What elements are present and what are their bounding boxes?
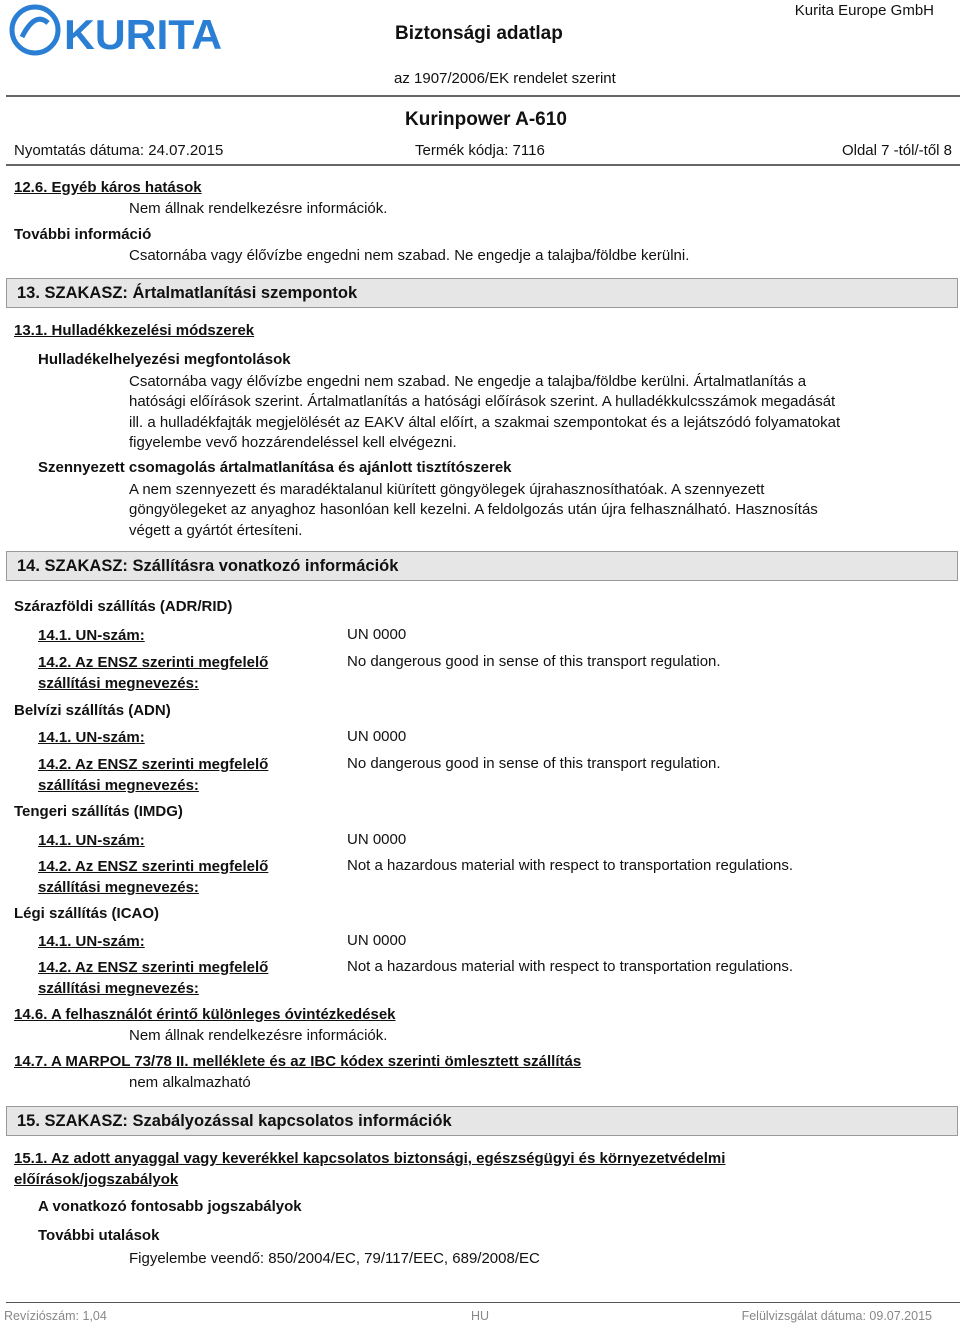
language-code: HU (471, 1309, 490, 1323)
s15-1-heading: 15.1. Az adott anyaggal vagy keverékkel kapcsolatos biztonsági, egészségügyi és környezetvédelmi (14, 1150, 726, 1167)
print-date: Nyomtatás dátuma: 24.07.2015 (14, 142, 224, 159)
further-info-heading: További információ (14, 226, 152, 243)
product-name: Kurinpower A-610 (405, 109, 567, 130)
s15-1-heading-2: előírások/jogszabályok (14, 1171, 179, 1188)
review-date: Felülvizsgálat dátuma: 09.07.2015 (741, 1309, 932, 1323)
un-number-value: UN 0000 (347, 728, 407, 745)
shipping-name-label: 14.2. Az ENSZ szerinti megfelelő (38, 858, 269, 875)
transport-mode-title: Szárazföldi szállítás (ADR/RID) (14, 598, 233, 615)
product-code: Termék kódja: 7116 (415, 142, 545, 159)
s13-1-heading: 13.1. Hulladékkezelési módszerek (14, 322, 255, 339)
transport-mode-title: Belvízi szállítás (ADN) (14, 702, 171, 719)
shipping-name-label: 14.2. Az ENSZ szerinti megfelelő (38, 959, 269, 976)
un-number-label: 14.1. UN-szám: (38, 832, 145, 849)
s14-7-heading: 14.7. A MARPOL 73/78 II. melléklete és az IBC kódex szerinti ömlesztett szállítás (14, 1053, 582, 1070)
section-13-band (6, 278, 958, 308)
packaging-text: A nem szennyezett és maradéktalanul kiürített göngyölegek újrahasznosíthatóak. A szennyezett göngyölegeket az anyaghoz hasonlóan kell kezelni. A feldolgozás után újra felhasználható. Hasznosítás végett a gyártót értesíteni. (129, 481, 818, 539)
un-number-label: 14.1. UN-szám: (38, 729, 145, 746)
s14-6-text: Nem állnak rendelkezésre információk. (129, 1027, 388, 1044)
section-14-title: 14. SZAKASZ: Szállításra vonatkozó információk (17, 557, 399, 575)
shipping-name-value: Not a hazardous material with respect to transportation regulations. (347, 857, 794, 874)
shipping-name-label: 14.2. Az ENSZ szerinti megfelelő (38, 654, 269, 671)
un-number-label: 14.1. UN-szám: (38, 627, 145, 644)
further-notes-text: Figyelembe veendő: 850/2004/EC, 79/117/EEC, 689/2008/EC (129, 1250, 540, 1267)
company-name: Kurita Europe GmbH (794, 2, 934, 19)
shipping-name-value: No dangerous good in sense of this transport regulation. (347, 755, 721, 772)
section-15-title: 15. SZAKASZ: Szabályozással kapcsolatos információk (17, 1112, 452, 1130)
relevant-laws-heading: A vonatkozó fontosabb jogszabályok (38, 1198, 302, 1215)
disposal-heading: Hulladékelhelyezési megfontolások (38, 351, 291, 368)
transport-mode-title: Légi szállítás (ICAO) (14, 905, 160, 922)
regulation-subtitle: az 1907/2006/EK rendelet szerint (394, 70, 616, 87)
packaging-heading: Szennyezett csomagolás ártalmatlanítása és ajánlott tisztítószerek (38, 459, 512, 476)
s12-6-heading: 12.6. Egyéb káros hatások (14, 179, 202, 196)
document-title: Biztonsági adatlap (395, 23, 563, 44)
further-notes-heading: További utalások (38, 1227, 160, 1244)
kurita-logo (8, 3, 226, 57)
s14-7-text: nem alkalmazható (129, 1074, 251, 1091)
un-number-value: UN 0000 (347, 626, 407, 643)
header-bottom-divider (6, 164, 960, 166)
section-14-band (6, 551, 958, 581)
logo-text: KURITA (64, 11, 223, 57)
section-13-title: 13. SZAKASZ: Ártalmatlanítási szempontok (17, 284, 358, 302)
page-number: Oldal 7 -tól/-től 8 (841, 142, 952, 159)
s14-6-heading: 14.6. A felhasználót érintő különleges óvintézkedések (14, 1006, 396, 1023)
shipping-name-label-2: szállítási megnevezés: (38, 675, 199, 692)
shipping-name-label-2: szállítási megnevezés: (38, 777, 199, 794)
shipping-name-value: Not a hazardous material with respect to transportation regulations. (347, 958, 794, 975)
header-divider (6, 95, 960, 97)
transport-mode-title: Tengeri szállítás (IMDG) (14, 803, 183, 820)
s12-6-text: Nem állnak rendelkezésre információk. (129, 200, 388, 217)
shipping-name-label-2: szállítási megnevezés: (38, 980, 199, 997)
shipping-name-value: No dangerous good in sense of this transport regulation. (347, 653, 721, 670)
footer-divider (6, 1302, 960, 1303)
further-info-text: Csatornába vagy élővízbe engedni nem szabad. Ne engedje a talajba/földbe kerülni. (129, 247, 690, 264)
un-number-value: UN 0000 (347, 932, 407, 949)
shipping-name-label: 14.2. Az ENSZ szerinti megfelelő (38, 756, 269, 773)
un-number-label: 14.1. UN-szám: (38, 933, 145, 950)
shipping-name-label-2: szállítási megnevezés: (38, 879, 199, 896)
un-number-value: UN 0000 (347, 831, 407, 848)
section-15-band (6, 1106, 958, 1136)
disposal-text: Csatornába vagy élővízbe engedni nem szabad. Ne engedje a talajba/földbe kerülni. Ártalmatlanítás a hatósági előírások szerint. Ártalmatlanítás a hatósági előírások szerint. A hulladékkulcsszámok megadását ill. a hulladékfajták megjelölését az EAKV által előírt, a szakmai szempontokat és a lejátszódó folyamatokat figyelembe vevő hozzárendeléssel kell elvégezni. (129, 373, 841, 451)
revision-number: Revíziószám: 1,04 (4, 1309, 107, 1323)
